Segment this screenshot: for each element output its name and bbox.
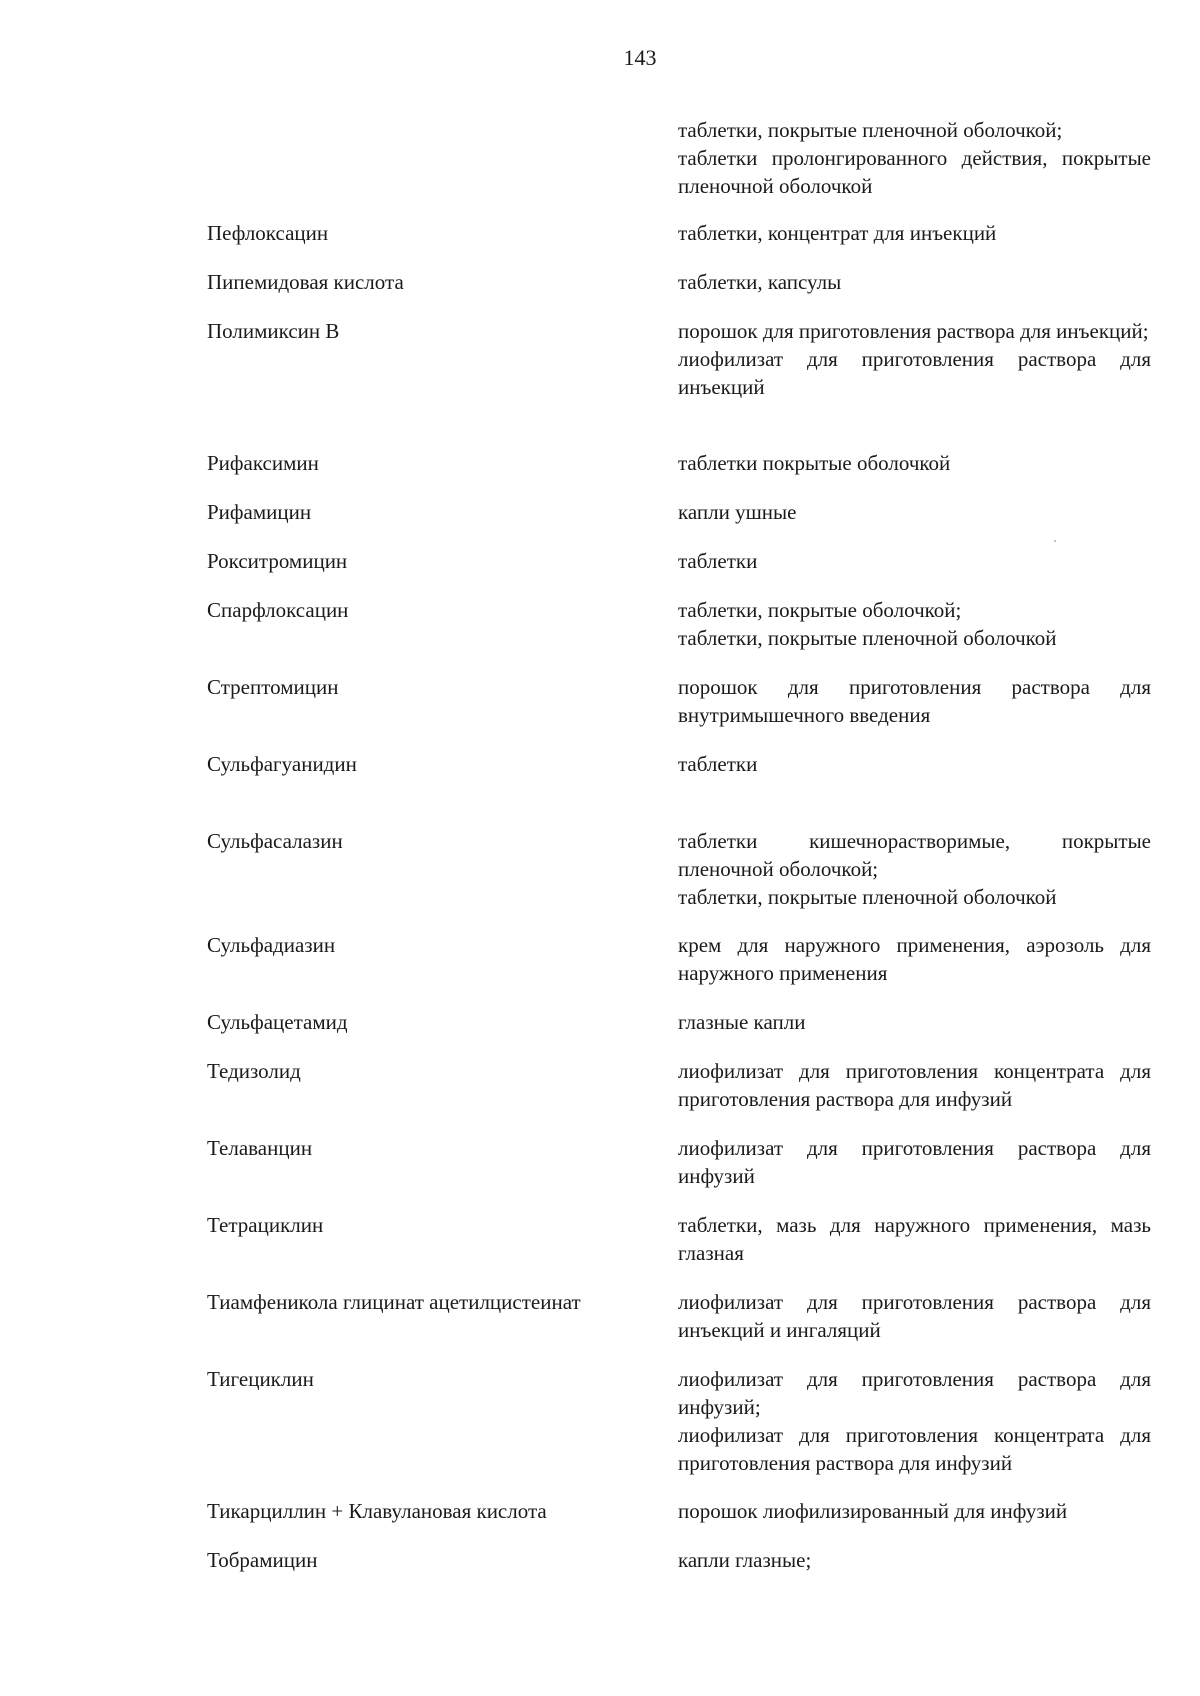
dosage-forms — [678, 1008, 1151, 1036]
dosage-forms — [678, 268, 1151, 296]
dosage-forms — [678, 1365, 1151, 1477]
drug-name: Телаванцин — [207, 1136, 313, 1160]
dosage-form: крем для наружного применения, аэрозоль для наружного применения — [678, 933, 1151, 985]
dosage-form: порошок для приготовления раствора для внутримышечного введения — [678, 675, 1151, 727]
dosage-form: порошок лиофилизированный для инфузий — [678, 1499, 1068, 1523]
dosage-form: таблетки, покрытые пленочной оболочкой; — [678, 118, 1063, 142]
scan-speck — [1054, 540, 1056, 542]
drug-name: Тикарциллин + Клавулановая кислота — [207, 1499, 547, 1523]
dosage-forms — [678, 596, 1151, 652]
drug-name: Тетрациклин — [207, 1213, 324, 1237]
dosage-forms — [678, 1288, 1151, 1344]
dosage-form: лиофилизат для приготовления раствора для инъекций — [678, 347, 1151, 399]
dosage-forms — [678, 827, 1151, 911]
drug-name: Рокситромицин — [207, 549, 348, 573]
dosage-forms — [678, 317, 1151, 401]
dosage-form: таблетки, покрытые оболочкой; — [678, 598, 962, 622]
dosage-forms — [678, 498, 1151, 526]
drug-name: Пефлоксацин — [207, 221, 329, 245]
drug-name: Сульфадиазин — [207, 933, 336, 957]
dosage-forms — [678, 219, 1151, 247]
dosage-forms — [678, 1497, 1151, 1525]
dosage-forms — [678, 931, 1151, 987]
drug-name: Полимиксин B — [207, 319, 340, 343]
dosage-form: лиофилизат для приготовления раствора для инфузий — [678, 1136, 1151, 1188]
drug-name: Тигециклин — [207, 1367, 314, 1391]
dosage-forms — [678, 1546, 1151, 1574]
dosage-form: таблетки, концентрат для инъекций — [678, 221, 997, 245]
drug-name: Стрептомицин — [207, 675, 339, 699]
dosage-form: лиофилизат для приготовления раствора для инъекций и ингаляций — [678, 1290, 1151, 1342]
dosage-forms — [678, 1134, 1151, 1190]
dosage-form: таблетки, капсулы — [678, 270, 842, 294]
drug-name: Сульфагуанидин — [207, 752, 357, 776]
dosage-form: капли глазные; — [678, 1548, 812, 1572]
dosage-form: таблетки пролонгированного действия, покрытые пленочной оболочкой — [678, 146, 1151, 198]
dosage-form: таблетки кишечнорастворимые, покрытые пленочной оболочкой; — [678, 829, 1151, 881]
dosage-form: таблетки, мазь для наружного применения, мазь глазная — [678, 1213, 1151, 1265]
page-number: 143 — [623, 45, 657, 70]
dosage-forms — [678, 750, 1151, 778]
dosage-form: таблетки — [678, 752, 758, 776]
drug-name: Рифамицин — [207, 500, 312, 524]
dosage-forms — [678, 449, 1151, 477]
drug-name: Сульфасалазин — [207, 829, 343, 853]
dosage-form: порошок для приготовления раствора для инъекций; — [678, 319, 1149, 343]
dosage-form: лиофилизат для приготовления концентрата для приготовления раствора для инфузий — [678, 1423, 1151, 1475]
dosage-forms — [678, 547, 1151, 575]
dosage-forms — [678, 1211, 1151, 1267]
dosage-form: таблетки покрытые оболочкой — [678, 451, 951, 475]
dosage-form: капли ушные — [678, 500, 797, 524]
dosage-forms — [678, 116, 1151, 200]
dosage-form: таблетки, покрытые пленочной оболочкой — [678, 885, 1057, 909]
dosage-form: лиофилизат для приготовления раствора для инфузий; — [678, 1367, 1151, 1419]
drug-name: Рифаксимин — [207, 451, 319, 475]
dosage-forms — [678, 1057, 1151, 1113]
drug-name: Тиамфеникола глицинат ацетилцистеинат — [207, 1290, 581, 1314]
dosage-forms — [678, 673, 1151, 729]
dosage-form: таблетки — [678, 549, 758, 573]
dosage-form: лиофилизат для приготовления концентрата для приготовления раствора для инфузий — [678, 1059, 1151, 1111]
dosage-form: глазные капли — [678, 1010, 806, 1034]
drug-name: Сульфацетамид — [207, 1010, 348, 1034]
dosage-form: таблетки, покрытые пленочной оболочкой — [678, 626, 1057, 650]
drug-name: Пипемидовая кислота — [207, 270, 404, 294]
drug-name: Тедизолид — [207, 1059, 301, 1083]
drug-name: Спарфлоксацин — [207, 598, 349, 622]
drug-name: Тобрамицин — [207, 1548, 318, 1572]
